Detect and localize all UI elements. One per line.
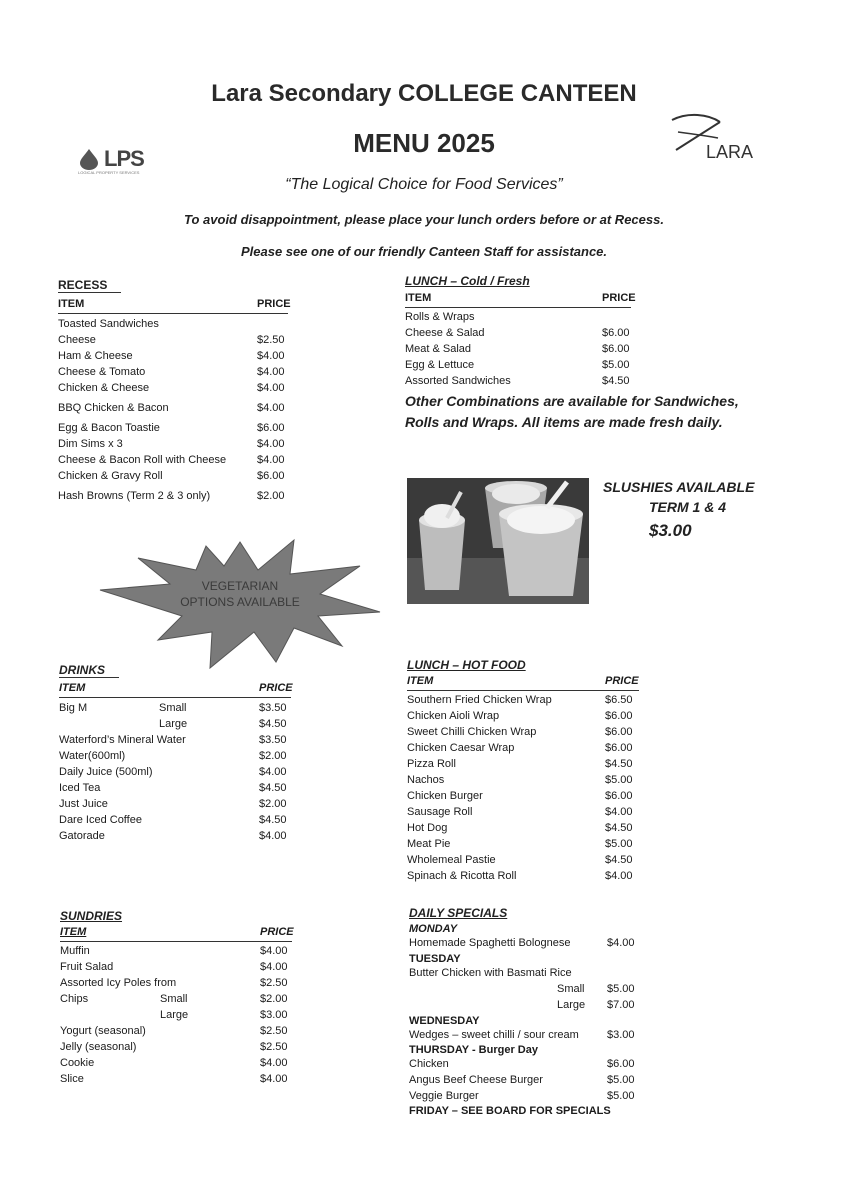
sundries-price-header: PRICE [260, 926, 294, 938]
list-item [407, 852, 639, 868]
list-item [409, 981, 641, 997]
list-item [58, 488, 288, 504]
item-name: Waterford’s Mineral Water [59, 734, 186, 746]
list-item [405, 373, 740, 389]
item-price: $4.00 [605, 870, 633, 882]
item-name: Slice [60, 1073, 84, 1085]
vegetarian-line1: VEGETARIAN [201, 579, 279, 593]
item-price: $4.50 [259, 782, 287, 794]
list-item [407, 836, 639, 852]
lps-logo [78, 142, 158, 182]
tuesday-label: TUESDAY [409, 953, 461, 965]
item-size: Small [557, 983, 585, 995]
list-item [58, 332, 288, 348]
item-price: $4.00 [257, 382, 285, 394]
recess-section [58, 276, 291, 504]
list-item [58, 380, 288, 396]
item-price: $6.00 [605, 726, 633, 738]
item-price: $4.00 [257, 454, 285, 466]
lunch-hot-item-header: ITEM [407, 675, 434, 687]
item-price: $5.00 [607, 1074, 635, 1086]
sundries-item-header: ITEM [60, 926, 87, 938]
friday-label: FRIDAY – SEE BOARD FOR SPECIALS [409, 1105, 611, 1117]
combinations-note-line2: Rolls and Wraps. All items are made fresh daily. [405, 414, 723, 430]
item-price: $4.00 [259, 830, 287, 842]
list-item [407, 772, 639, 788]
daily-specials-section [409, 906, 641, 1117]
list-item [58, 436, 288, 452]
item-price: $4.50 [259, 718, 287, 730]
item-name: Cookie [60, 1057, 95, 1069]
item-price: $3.50 [259, 702, 287, 714]
list-item [409, 935, 641, 951]
drinks-section [59, 661, 291, 844]
item-price: $2.50 [260, 977, 288, 989]
lunch-hot-header [407, 675, 639, 691]
list-item [407, 740, 639, 756]
list-item [60, 943, 292, 959]
menu-year-title: MENU 2025 [353, 128, 495, 158]
list-item [60, 1055, 292, 1071]
thursday-label: THURSDAY - Burger Day [409, 1044, 538, 1056]
item-price: $4.00 [260, 1073, 288, 1085]
list-item [58, 420, 288, 436]
item-price: $4.50 [605, 758, 633, 770]
item-price: $4.00 [260, 945, 288, 957]
item-size: Large [557, 999, 586, 1011]
item-price: $2.50 [257, 334, 285, 346]
lara-logo [668, 112, 768, 167]
lunch-cold-price-header: PRICE [602, 292, 636, 304]
list-item [58, 468, 288, 484]
list-item [59, 764, 291, 780]
item-name: Egg & Bacon Toastie [58, 422, 160, 434]
list-item [60, 991, 292, 1007]
list-item [59, 828, 291, 844]
item-name: Nachos [407, 774, 445, 786]
item-name: Sweet Chilli Chicken Wrap [407, 726, 537, 738]
item-price: $4.00 [257, 438, 285, 450]
item-price: $4.00 [607, 937, 635, 949]
list-item [407, 820, 639, 836]
item-price: $6.00 [605, 790, 633, 802]
item-name: Assorted Sandwiches [405, 375, 511, 387]
daily-specials-title: DAILY SPECIALS [409, 906, 508, 920]
list-item [407, 692, 639, 708]
item-price: $6.00 [257, 422, 285, 434]
item-price: $4.50 [605, 822, 633, 834]
item-name: Water(600ml) [59, 750, 126, 762]
sundries-section [60, 909, 292, 1087]
item-price: $5.00 [607, 1090, 635, 1102]
list-item [405, 341, 740, 357]
item-name: Cheese & Bacon Roll with Cheese [58, 454, 227, 466]
item-price: $2.00 [259, 750, 287, 762]
item-price: $2.50 [260, 1041, 288, 1053]
item-price: $4.00 [260, 961, 288, 973]
item-name: Iced Tea [59, 782, 101, 794]
list-item [59, 796, 291, 812]
item-name: Veggie Burger [409, 1090, 479, 1102]
item-name: Cheese & Tomato [58, 366, 146, 378]
item-name: Chicken & Gravy Roll [58, 470, 163, 482]
list-item [59, 716, 291, 732]
item-price: $6.00 [607, 1058, 635, 1070]
item-name: Chicken Aioli Wrap [407, 710, 500, 722]
lunch-cold-section [405, 274, 740, 433]
monday-label: MONDAY [409, 923, 458, 935]
lunch-cold-subheading: Rolls & Wraps [405, 311, 475, 323]
item-name: Pizza Roll [407, 758, 456, 770]
item-price: $4.00 [605, 806, 633, 818]
list-item [409, 1056, 641, 1072]
lps-logo-subtext: LOGICAL PROPERTY SERVICES [78, 170, 140, 175]
item-name: Daily Juice (500ml) [59, 766, 153, 778]
list-item [58, 348, 288, 364]
list-item [409, 997, 641, 1013]
lps-logo-text: LPS [104, 146, 144, 171]
item-price: $5.00 [605, 774, 633, 786]
item-size: Large [160, 1009, 189, 1021]
item-price: $5.00 [607, 983, 635, 995]
slushie-cups-image [407, 478, 589, 604]
item-name: Angus Beef Cheese Burger [409, 1074, 543, 1086]
lunch-hot-price-header: PRICE [605, 675, 639, 687]
list-item [59, 732, 291, 748]
item-name: Chicken Burger [407, 790, 483, 802]
item-name: Big M [59, 702, 88, 714]
slushie-photo [407, 478, 589, 604]
item-name: Chicken & Cheese [58, 382, 150, 394]
item-name: Jelly (seasonal) [60, 1041, 137, 1053]
wednesday-label: WEDNESDAY [409, 1015, 480, 1027]
item-name: Ham & Cheese [58, 350, 133, 362]
item-size: Large [159, 718, 188, 730]
item-price: $3.50 [259, 734, 287, 746]
item-name: Hash Browns (Term 2 & 3 only) [58, 490, 211, 502]
lunch-hot-section [407, 658, 639, 884]
drinks-title: DRINKS [59, 663, 119, 678]
list-item [60, 1039, 292, 1055]
item-name: Sausage Roll [407, 806, 473, 818]
list-item [60, 1071, 292, 1087]
item-name: Cheese [58, 334, 96, 346]
list-item [405, 325, 740, 341]
recess-subheading: Toasted Sandwiches [58, 318, 159, 330]
item-name: Wholemeal Pastie [407, 854, 496, 866]
list-item [407, 708, 639, 724]
item-name: Dim Sims x 3 [58, 438, 123, 450]
drinks-item-header: ITEM [59, 682, 86, 694]
list-item [59, 700, 291, 716]
list-item [60, 975, 292, 991]
vegetarian-text [98, 578, 382, 610]
item-name: Hot Dog [407, 822, 448, 834]
recess-price-header: PRICE [257, 298, 291, 310]
list-item [409, 1027, 641, 1043]
drinks-header [59, 682, 291, 698]
staff-notice: Please see one of our friendly Canteen Staff for assistance. [240, 244, 608, 259]
recess-header [58, 298, 291, 314]
item-price: $6.00 [605, 742, 633, 754]
item-price: $2.50 [260, 1025, 288, 1037]
item-price: $7.00 [607, 999, 635, 1011]
item-price: $3.00 [607, 1029, 635, 1041]
item-name: Gatorade [59, 830, 105, 842]
item-price: $4.00 [257, 350, 285, 362]
item-name: Muffin [60, 945, 90, 957]
list-item [409, 1072, 641, 1088]
item-name: Wedges – sweet chilli / sour cream [409, 1029, 579, 1041]
list-item [407, 724, 639, 740]
list-item [407, 804, 639, 820]
lunch-cold-title: LUNCH – Cold / Fresh [405, 274, 530, 288]
lunch-hot-title: LUNCH – HOT FOOD [407, 658, 526, 672]
order-notice: To avoid disappointment, please place your lunch orders before or at Recess. [184, 212, 664, 227]
item-name: BBQ Chicken & Bacon [58, 402, 169, 414]
list-item [60, 959, 292, 975]
list-item [409, 1088, 641, 1104]
item-name: Fruit Salad [60, 961, 114, 973]
list-item [58, 400, 288, 416]
list-item [407, 788, 639, 804]
tagline: “The Logical Choice for Food Services” [285, 176, 563, 193]
slushies-line1: SLUSHIES AVAILABLE [603, 479, 755, 495]
item-price: $3.00 [260, 1009, 288, 1021]
canteen-title: Lara Secondary COLLEGE CANTEEN [211, 80, 637, 107]
item-name: Chips [60, 993, 89, 1005]
lps-drop-icon [78, 148, 100, 170]
vegetarian-line2: OPTIONS AVAILABLE [180, 595, 300, 609]
item-name: Chicken [409, 1058, 449, 1070]
list-item [60, 1023, 292, 1039]
item-price: $4.50 [605, 854, 633, 866]
list-item [59, 812, 291, 828]
list-item [59, 780, 291, 796]
drinks-price-header: PRICE [259, 682, 293, 694]
item-price: $4.50 [602, 375, 630, 387]
vegetarian-starburst [98, 536, 382, 670]
sundries-title: SUNDRIES [60, 909, 123, 923]
item-size: Small [159, 702, 187, 714]
list-item [58, 364, 288, 380]
item-size: Small [160, 993, 188, 1005]
item-price: $2.00 [257, 490, 285, 502]
lunch-cold-item-header: ITEM [405, 292, 432, 304]
item-price: $6.00 [257, 470, 285, 482]
slushies-notice [603, 479, 754, 541]
item-price: $6.00 [605, 710, 633, 722]
item-price: $6.50 [605, 694, 633, 706]
lunch-cold-header [405, 292, 636, 308]
item-price: $2.00 [260, 993, 288, 1005]
item-price: $6.00 [602, 327, 630, 339]
item-name: Meat & Salad [405, 343, 472, 355]
list-item [60, 1007, 292, 1023]
sundries-header [60, 926, 292, 942]
list-item [407, 756, 639, 772]
item-price: $4.00 [257, 402, 285, 414]
recess-item-header: ITEM [58, 298, 85, 310]
item-name: Chicken Caesar Wrap [407, 742, 515, 754]
combinations-note [405, 391, 740, 433]
item-price: $2.00 [259, 798, 287, 810]
list-item [405, 357, 740, 373]
lara-logo-text: LARA [706, 142, 754, 162]
item-name: Yogurt (seasonal) [60, 1025, 146, 1037]
combinations-note-line1: Other Combinations are available for Sandwiches, [405, 393, 739, 409]
list-item [59, 748, 291, 764]
item-name: Homemade Spaghetti Bolognese [409, 937, 571, 949]
item-price: $4.50 [259, 814, 287, 826]
item-name: Assorted Icy Poles from [60, 977, 177, 989]
slushies-line2: TERM 1 & 4 [649, 499, 727, 515]
tuesday-item: Butter Chicken with Basmati Rice [409, 967, 572, 979]
item-price: $4.00 [259, 766, 287, 778]
item-name: Dare Iced Coffee [59, 814, 142, 826]
slushies-price: $3.00 [649, 521, 692, 540]
item-price: $5.00 [605, 838, 633, 850]
item-name: Spinach & Ricotta Roll [407, 870, 517, 882]
item-name: Cheese & Salad [405, 327, 485, 339]
list-item [407, 868, 639, 884]
item-price: $4.00 [260, 1057, 288, 1069]
item-name: Meat Pie [407, 838, 451, 850]
item-price: $4.00 [257, 366, 285, 378]
recess-title: RECESS [58, 278, 121, 293]
list-item [58, 452, 288, 468]
item-name: Southern Fried Chicken Wrap [407, 694, 552, 706]
item-price: $6.00 [602, 343, 630, 355]
item-name: Egg & Lettuce [405, 359, 475, 371]
item-name: Just Juice [59, 798, 108, 810]
item-price: $5.00 [602, 359, 630, 371]
